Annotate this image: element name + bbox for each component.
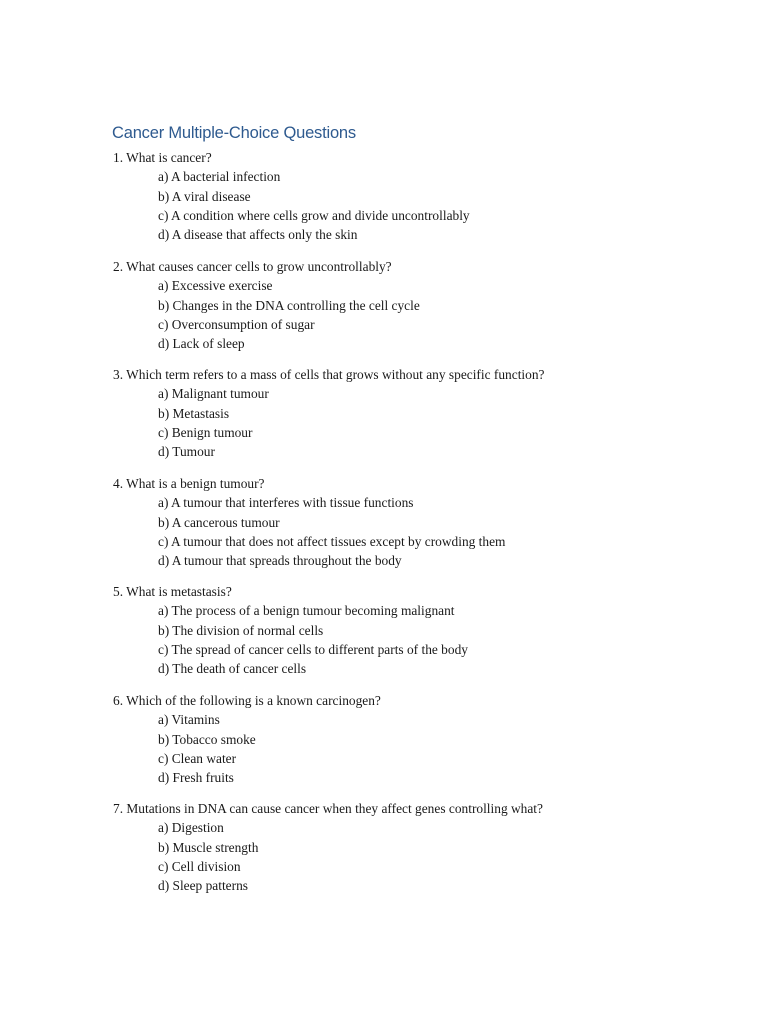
answer-option: d) The death of cancer cells <box>158 660 307 676</box>
answer-option: c) A condition where cells grow and divide uncontrollably <box>158 207 470 223</box>
question-text: 3. Which term refers to a mass of cells that grows without any specific function? <box>113 367 545 382</box>
question-block <box>113 257 753 353</box>
question-block <box>113 582 753 678</box>
answer-option: c) Cell division <box>158 858 241 874</box>
answer-option: c) The spread of cancer cells to different parts of the body <box>158 641 468 657</box>
question-block <box>113 148 753 244</box>
question-text: 5. What is metastasis? <box>113 584 232 599</box>
answer-option: a) A tumour that interferes with tissue functions <box>158 495 414 511</box>
question-block <box>113 799 753 895</box>
answer-option: b) A cancerous tumour <box>158 514 280 530</box>
question-block <box>113 365 753 461</box>
answer-option: b) Changes in the DNA controlling the cell cycle <box>158 297 420 313</box>
question-text: 4. What is a benign tumour? <box>113 476 265 491</box>
question-block <box>113 474 753 570</box>
question-block <box>113 691 753 787</box>
answer-option: c) Overconsumption of sugar <box>158 316 315 332</box>
answer-option: a) Excessive exercise <box>158 278 273 294</box>
answer-option: c) Benign tumour <box>158 424 253 440</box>
answer-option: c) A tumour that does not affect tissues except by crowding them <box>158 533 506 549</box>
answer-option: b) A viral disease <box>158 188 251 204</box>
answer-option: d) A disease that affects only the skin <box>158 226 358 242</box>
answer-option: b) Metastasis <box>158 405 230 421</box>
question-text: 2. What causes cancer cells to grow uncontrollably? <box>113 259 392 274</box>
answer-option: c) Clean water <box>158 750 237 766</box>
question-text: 6. Which of the following is a known carcinogen? <box>113 693 381 708</box>
answer-option: b) The division of normal cells <box>158 622 324 638</box>
answer-option: a) Vitamins <box>158 712 220 728</box>
answer-option: b) Tobacco smoke <box>158 731 256 747</box>
question-text: 1. What is cancer? <box>113 150 212 165</box>
answer-option: d) Sleep patterns <box>158 877 248 893</box>
document-title: Cancer Multiple-Choice Questions <box>112 124 356 142</box>
answer-option: a) A bacterial infection <box>158 169 281 185</box>
answer-option: d) Tumour <box>158 443 215 459</box>
answer-option: d) A tumour that spreads throughout the body <box>158 552 402 568</box>
answer-option: d) Lack of sleep <box>158 335 245 351</box>
question-text: 7. Mutations in DNA can cause cancer when they affect genes controlling what? <box>113 801 543 816</box>
answer-option: a) Digestion <box>158 820 224 836</box>
answer-option: a) The process of a benign tumour becoming malignant <box>158 603 455 619</box>
answer-option: a) Malignant tumour <box>158 386 269 402</box>
answer-option: d) Fresh fruits <box>158 769 234 785</box>
answer-option: b) Muscle strength <box>158 839 259 855</box>
